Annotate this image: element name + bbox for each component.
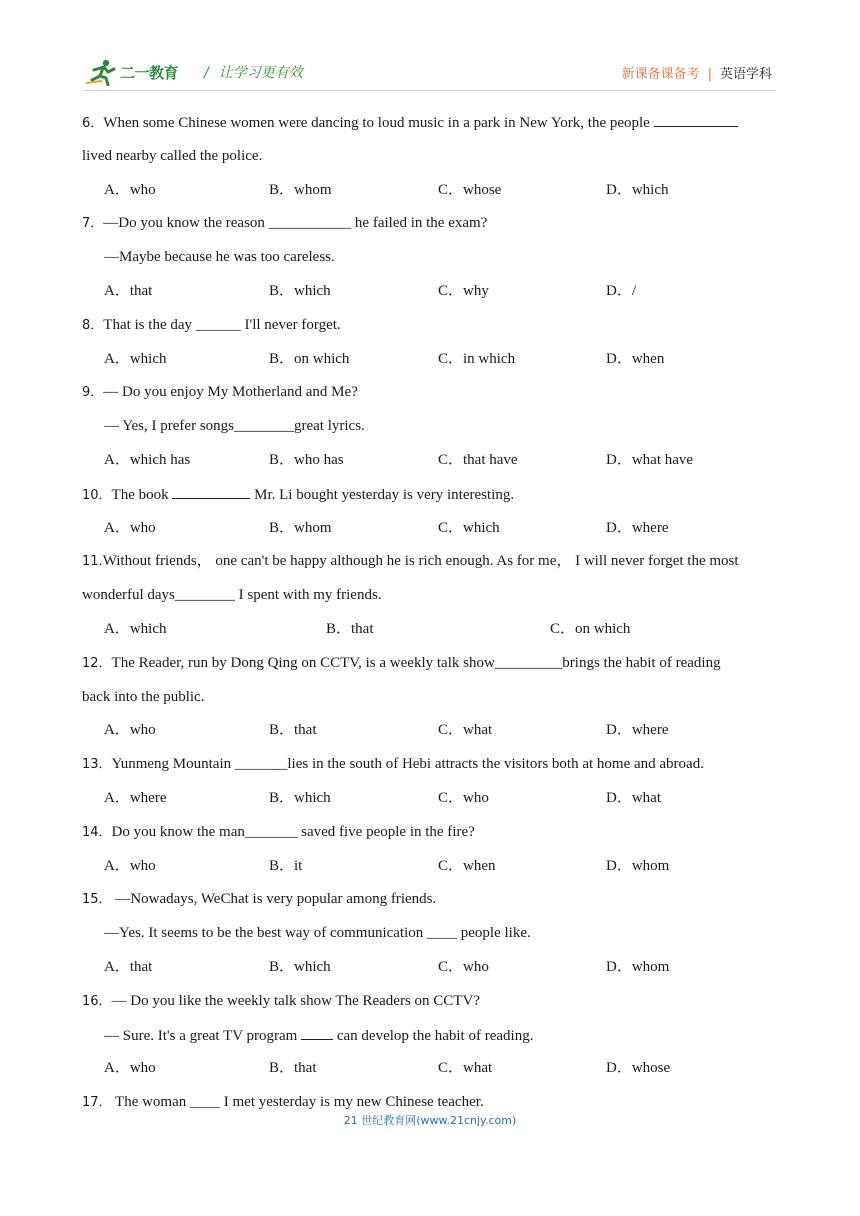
subject-label: 新课备课备考 | 英语学科 — [621, 67, 772, 82]
option: A．which has — [104, 451, 191, 468]
question-line: 15． —Nowadays, WeChat is very popular among friends. — [82, 891, 437, 908]
question-line: lived nearby called the police. — [82, 147, 263, 164]
option: C．on which — [550, 620, 631, 637]
dialogue-line: — Yes, I prefer songs________great lyrics. — [104, 418, 365, 435]
option: B．whom — [269, 519, 332, 536]
question-line: 14．Do you know the man_______ saved five people in the fire? — [82, 823, 475, 840]
question-line: 16．— Do you like the weekly talk show The Readers on CCTV? — [82, 992, 480, 1009]
option: B．on which — [269, 350, 350, 367]
question-line: wonderful days________ I spent with my friends. — [82, 587, 382, 604]
question-line: 6．When some Chinese women were dancing to loud music in a park in New York, the people — [82, 108, 782, 142]
answer-blank — [654, 108, 738, 127]
option: C．what — [438, 1060, 493, 1077]
slogan: / 让学习更有效 — [204, 65, 303, 81]
question-line: 11.Without friends， one can't be happy although he is rich enough. As for me， I will never forget the most — [82, 553, 739, 570]
option: B．that — [326, 620, 374, 637]
option: C．which — [438, 519, 500, 536]
option: B．that — [269, 722, 317, 739]
answer-blank — [301, 1021, 333, 1040]
option: A．that — [104, 958, 153, 975]
option: A．who — [104, 1060, 156, 1077]
question-line: 17． The woman ____ I met yesterday is my new Chinese teacher. — [82, 1094, 484, 1111]
option: D．what have — [606, 451, 694, 468]
option: D．/ — [606, 282, 637, 299]
option: A．who — [104, 181, 156, 198]
logo-text: 二一教育 — [120, 64, 179, 82]
option: B．it — [269, 857, 303, 874]
header-divider — [84, 90, 776, 91]
option: D．which — [606, 181, 669, 198]
dialogue-line: —Yes. It seems to be the best way of communication ____ people like. — [104, 925, 531, 942]
question-number: 12． — [82, 655, 112, 671]
question-number: 13． — [82, 757, 112, 773]
options-row — [82, 784, 782, 818]
page-footer: 21 世纪教育网(www.21cnjy.com) — [343, 1114, 517, 1127]
question-line: back into the public. — [82, 688, 205, 705]
dialogue-line: —Maybe because he was too careless. — [104, 249, 335, 266]
option: C．in which — [438, 350, 516, 367]
options-row — [82, 446, 782, 480]
option: D．whose — [606, 1060, 671, 1077]
dialogue-line: — Sure. It's a great TV program can develop the habit of reading. — [82, 1021, 782, 1055]
option: A．where — [104, 789, 167, 806]
question-number: 8． — [82, 317, 104, 333]
option: C．who — [438, 789, 489, 806]
options-row — [82, 1054, 782, 1088]
option: C．when — [438, 857, 496, 874]
option: B．whom — [269, 181, 332, 198]
options-row — [82, 852, 782, 886]
option: A．who — [104, 857, 156, 874]
options-row — [82, 176, 782, 210]
question-number: 17． — [82, 1095, 112, 1111]
question-number: 15． — [82, 892, 112, 908]
option: B．who has — [269, 451, 344, 468]
option: D．where — [606, 519, 669, 536]
question-number: 10． — [82, 487, 112, 503]
question-line: 10．The book Mr. Li bought yesterday is very interesting. — [82, 480, 782, 514]
option: C．that have — [438, 451, 518, 468]
option: A．who — [104, 519, 156, 536]
options-row — [82, 615, 782, 649]
question-line: 7．—Do you know the reason ___________ he failed in the exam? — [82, 215, 488, 232]
option: B．that — [269, 1060, 317, 1077]
option: D．when — [606, 350, 665, 367]
question-number: 9． — [82, 385, 104, 401]
question-number: 16． — [82, 993, 112, 1009]
question-line: 9．— Do you enjoy My Motherland and Me? — [82, 384, 358, 401]
question-line: 12．The Reader, run by Dong Qing on CCTV, is a weekly talk show_________brings the habit of reading — [82, 654, 721, 671]
running-man-icon — [84, 58, 120, 86]
question-line: 8．That is the day ______ I'll never forget. — [82, 316, 341, 333]
option: D．whom — [606, 958, 670, 975]
options-row — [82, 345, 782, 379]
option: C．who — [438, 958, 489, 975]
option: D．whom — [606, 857, 670, 874]
question-number: 7． — [82, 216, 104, 232]
option: C．whose — [438, 181, 502, 198]
question-number: 6． — [82, 116, 104, 131]
option: A．which — [104, 350, 167, 367]
logo — [84, 56, 194, 88]
option: A．who — [104, 722, 156, 739]
option: B．which — [269, 282, 331, 299]
question-list — [82, 108, 782, 1122]
options-row — [82, 277, 782, 311]
question-line: 13．Yunmeng Mountain _______lies in the south of Hebi attracts the visitors both at home and abroad. — [82, 756, 704, 773]
options-row — [82, 716, 782, 750]
option: C．what — [438, 722, 493, 739]
page-header — [84, 56, 776, 88]
option: A．which — [104, 620, 167, 637]
option: A．that — [104, 282, 153, 299]
answer-blank — [172, 480, 250, 499]
question-number: 14． — [82, 824, 112, 840]
option: B．which — [269, 789, 331, 806]
option: D．what — [606, 789, 661, 806]
options-row — [82, 514, 782, 548]
option: B．which — [269, 958, 331, 975]
option: D．where — [606, 722, 669, 739]
question-number: 11. — [82, 554, 103, 570]
options-row — [82, 953, 782, 987]
option: C．why — [438, 282, 489, 299]
